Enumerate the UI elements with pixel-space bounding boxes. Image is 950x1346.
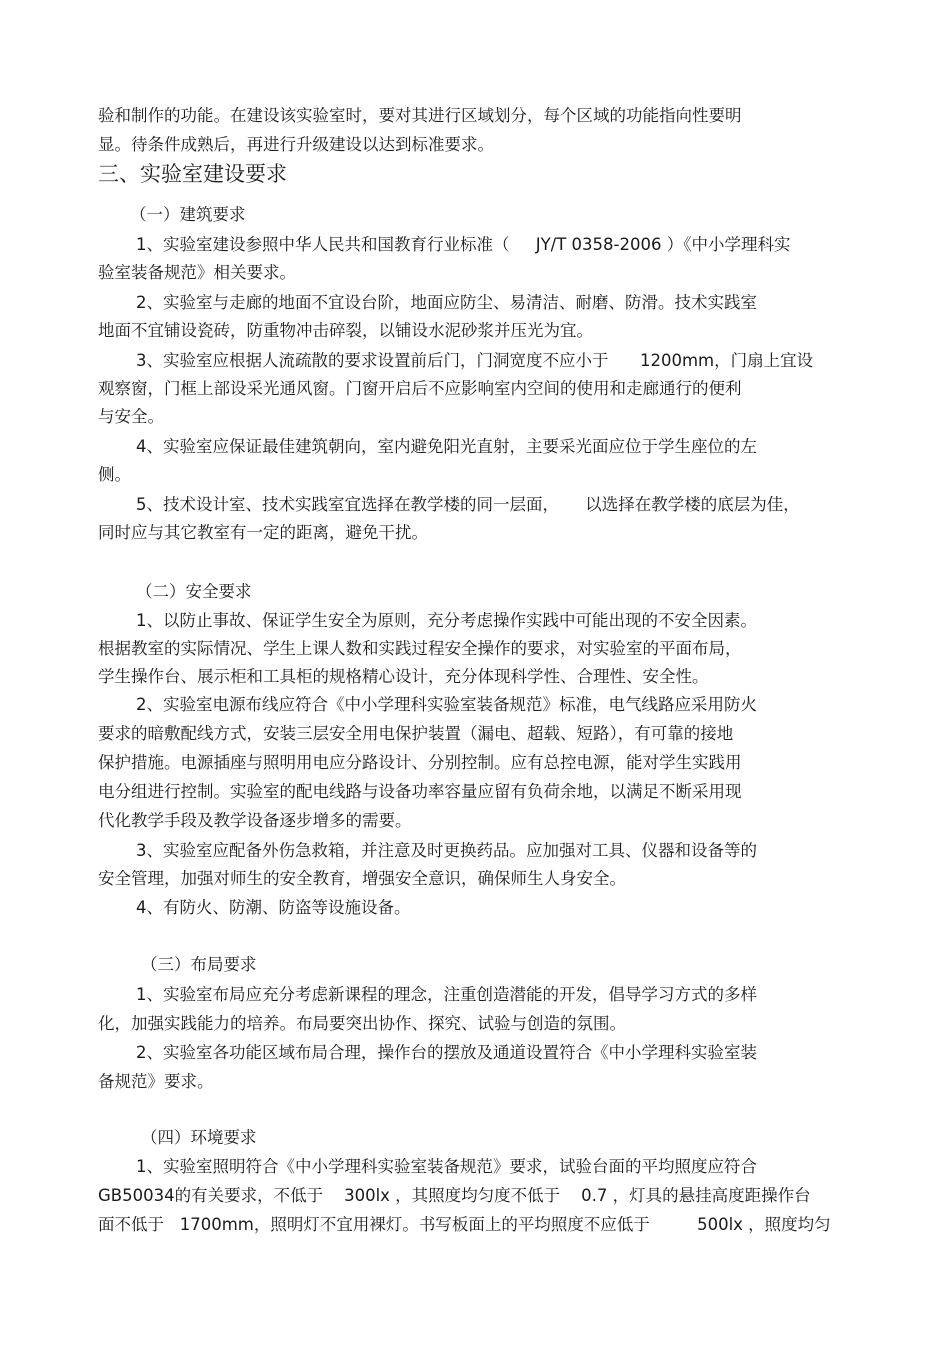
text-line: 1、实验室照明符合《中小学理科实验室装备规范》要求，试验台面的平均照度应符合 bbox=[136, 1157, 757, 1176]
text-line: 地面不宜铺设瓷砖，防重物冲击碎裂，以铺设水泥砂浆并压光为宜。 bbox=[98, 321, 593, 340]
text-line: 2、实验室与走廊的地面不宜设台阶，地面应防尘、易清洁、耐磨、防滑。技术实践室 bbox=[136, 293, 757, 312]
text-line: 1、实验室建设参照中华人民共和国教育行业标准（ JY/T 0358-2006 ）《中小学理科实 bbox=[136, 235, 791, 254]
text-line: 侧。 bbox=[98, 465, 131, 484]
text-line: 3、实验室应配备外伤急救箱，并注意及时更换药品。应加强对工具、仪器和设备等的 bbox=[136, 841, 757, 860]
text-line: 4、有防火、防潮、防盗等设施设备。 bbox=[136, 898, 411, 917]
subsection-heading: （三）布局要求 bbox=[141, 955, 257, 974]
text-line: 保护措施。电源插座与照明用电应分路设计、分别控制。应有总控电源，能对学生实践用 bbox=[98, 753, 742, 772]
text-line: 学生操作台、展示柜和工具柜的规格精心设计，充分体现科学性、合理性、安全性。 bbox=[98, 667, 709, 686]
text-line: 2、实验室电源布线应符合《中小学理科实验室装备规范》标准，电气线路应采用防火 bbox=[136, 695, 757, 714]
text-line: 4、实验室应保证最佳建筑朝向，室内避免阳光直射，主要采光面应位于学生座位的左 bbox=[136, 437, 757, 456]
subsection-heading: （二）安全要求 bbox=[136, 582, 252, 601]
text-line: 验和制作的功能。在建设该实验室时，要对其进行区域划分，每个区域的功能指向性要明 bbox=[98, 106, 742, 125]
text-line: 化，加强实践能力的培养。布局要突出协作、探究、试验与创造的氛围。 bbox=[98, 1014, 626, 1033]
text-line: GB50034的有关要求，不低于 300lx ，其照度均匀度不低于 0.7 ，灯具的悬挂高度距操作台 bbox=[98, 1186, 811, 1205]
text-line: 安全管理，加强对师生的安全教育，增强安全意识，确保师生人身安全。 bbox=[98, 869, 626, 888]
text-line: 备规范》要求。 bbox=[98, 1072, 214, 1091]
text-line: 同时应与其它教室有一定的距离，避免干扰。 bbox=[98, 523, 428, 542]
text-line: 观察窗，门框上部设采光通风窗。门窗开启后不应影响室内空间的使用和走廊通行的便利 bbox=[98, 379, 742, 398]
text-line: 代化教学手段及教学设备逐步增多的需要。 bbox=[98, 811, 412, 830]
subsection-heading: （四）环境要求 bbox=[141, 1128, 257, 1147]
text-line: 2、实验室各功能区域布局合理，操作台的摆放及通道设置符合《中小学理科实验室装 bbox=[136, 1043, 757, 1062]
text-line: 显。待条件成熟后，再进行升级建设以达到标准要求。 bbox=[98, 135, 494, 154]
subsection-heading: （一）建筑要求 bbox=[130, 205, 246, 224]
text-line: 电分组进行控制。实验室的配电线路与设备功率容量应留有负荷余地，以满足不断采用现 bbox=[98, 782, 742, 801]
text-line: 3、实验室应根据人流疏散的要求设置前后门，门洞宽度不应小于 1200mm，门扇上宜设 bbox=[136, 351, 814, 370]
text-line: 5、技术设计室、技术实践室宜选择在教学楼的同一层面， 以选择在教学楼的底层为佳， bbox=[136, 495, 800, 514]
text-line: 要求的暗敷配线方式，安装三层安全用电保护装置（漏电、超载、短路），有可靠的接地 bbox=[98, 724, 734, 743]
text-line: 面不低于 1700mm，照明灯不宜用裸灯。书写板面上的平均照度不应低于 500lx ，照度均匀 bbox=[98, 1215, 831, 1234]
text-line: 验室装备规范》相关要求。 bbox=[98, 263, 296, 282]
text-line: 1、实验室布局应充分考虑新课程的理念，注重创造潜能的开发，倡导学习方式的多样 bbox=[136, 985, 757, 1004]
section-heading: 三、实验室建设要求 bbox=[98, 162, 287, 186]
text-line: 根据教室的实际情况、学生上课人数和实践过程安全操作的要求，对实验室的平面布局， bbox=[98, 639, 742, 658]
text-line: 与安全。 bbox=[98, 407, 164, 426]
text-line: 1、以防止事故、保证学生安全为原则，充分考虑操作实践中可能出现的不安全因素。 bbox=[136, 611, 757, 630]
